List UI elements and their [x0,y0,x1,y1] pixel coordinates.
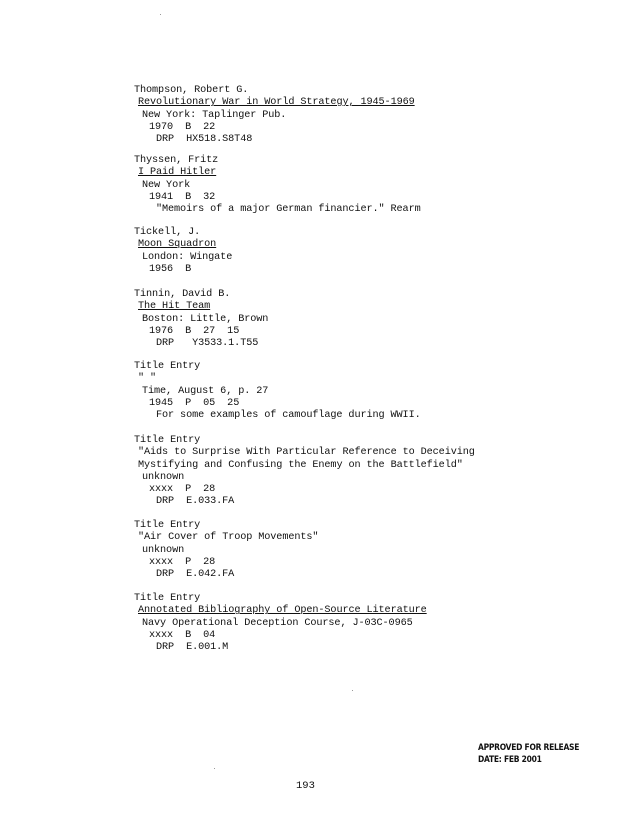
entry-detail-line: DRP HX518.S8T48 [156,134,253,146]
entry-line [134,134,614,146]
entry-detail-line: " " [138,373,157,385]
entry-line [134,204,614,216]
entry-detail-line: DRP E.033.FA [156,496,235,508]
entry-detail-line: London: Wingate [142,251,233,263]
entry-line [134,545,614,557]
entry-line [134,326,614,338]
bibliography-entry [134,361,614,422]
entry-line [134,386,614,398]
bibliography-entry [134,520,614,581]
entry-heading: Tickell, J. [134,227,201,238]
entry-detail-line: "Memoirs of a major German financier." Rearm [156,204,421,216]
entry-title: Revolutionary War in World Strategy, 1945-1969 [138,97,415,109]
entry-line [134,85,614,97]
entry-detail-line: xxxx P 28 [149,484,216,496]
entry-detail-line: 1941 B 32 [149,191,216,203]
entry-line [134,110,614,122]
entry-line [134,593,614,605]
entry-line [134,338,614,350]
entry-line [134,398,614,410]
entry-line [134,289,614,301]
entry-title: Moon Squadron [138,239,217,251]
entry-detail-line: For some examples of camouflage during WWII. [156,410,421,422]
entry-line [134,301,614,313]
release-stamp-line-1: APPROVED FOR RELEASE [478,743,580,753]
entry-heading: Title Entry [134,361,201,372]
entry-detail-line: Mystifying and Confusing the Enemy on the Battlefield" [138,459,463,471]
entry-detail-line: 1970 B 22 [149,121,216,133]
entry-detail-line: unknown [142,471,185,483]
entry-line [134,239,614,251]
entry-line [134,361,614,373]
entry-title: Annotated Bibliography of Open-Source Literature [138,605,427,617]
entry-title: The Hit Team [138,301,211,313]
entry-line [134,373,614,385]
entry-line [134,460,614,472]
entry-line [134,605,614,617]
entry-detail-line: New York [142,179,191,191]
entry-detail-line: "Aids to Surprise With Particular Reference to Deceiving [138,447,475,459]
entry-line [134,155,614,167]
entry-line [134,532,614,544]
bibliography-entry [134,435,614,509]
entry-detail-line: DRP E.042.FA [156,569,235,581]
entry-line [134,642,614,654]
scan-speck [352,690,353,691]
entry-line [134,122,614,134]
entry-line [134,472,614,484]
entry-heading: Title Entry [134,520,201,531]
entry-heading: Thompson, Robert G. [134,85,249,96]
scan-speck [214,768,215,769]
entry-line [134,180,614,192]
entry-line [134,569,614,581]
bibliography-entry [134,85,614,146]
release-stamp [478,743,579,766]
entry-heading: Title Entry [134,435,201,446]
entry-line [134,97,614,109]
entry-detail-line: DRP Y3533.1.T55 [156,338,259,350]
entry-heading: Tinnin, David B. [134,289,231,300]
bibliography-entry [134,593,614,654]
entry-detail-line: 1976 B 27 15 [149,325,240,337]
entry-line [134,192,614,204]
entry-detail-line: unknown [142,544,185,556]
entry-line [134,484,614,496]
release-stamp-line-2: DATE: FEB 2001 [478,754,542,765]
entry-detail-line: DRP E.001.M [156,642,229,654]
entry-line [134,435,614,447]
bibliography-entry [134,155,614,216]
entry-detail-line: "Air Cover of Troop Movements" [138,532,319,544]
page-number: 193 [296,780,315,792]
entry-line [134,314,614,326]
entry-detail-line: New York: Taplinger Pub. [142,109,287,121]
entry-line [134,557,614,569]
entry-line [134,618,614,630]
entry-line [134,630,614,642]
entry-detail-line: 1945 P 05 25 [149,397,240,409]
entry-line [134,264,614,276]
entry-detail-line: xxxx P 28 [149,556,216,568]
entry-line [134,410,614,422]
entry-line [134,167,614,179]
entry-line [134,520,614,532]
entry-heading: Thyssen, Fritz [134,155,219,166]
entry-detail-line: Navy Operational Deception Course, J-03C-0965 [142,617,413,629]
entry-detail-line: Time, August 6, p. 27 [142,385,269,397]
scan-speck [160,14,161,15]
entry-detail-line: Boston: Little, Brown [142,313,269,325]
entry-detail-line: 1956 B [149,263,192,275]
entry-line [134,252,614,264]
entry-line [134,496,614,508]
bibliography-entry [134,289,614,350]
bibliography-entry [134,227,614,276]
entry-heading: Title Entry [134,593,201,604]
entry-line [134,447,614,459]
entry-detail-line: xxxx B 04 [149,629,216,641]
entry-line [134,227,614,239]
entry-title: I Paid Hitler [138,167,217,179]
